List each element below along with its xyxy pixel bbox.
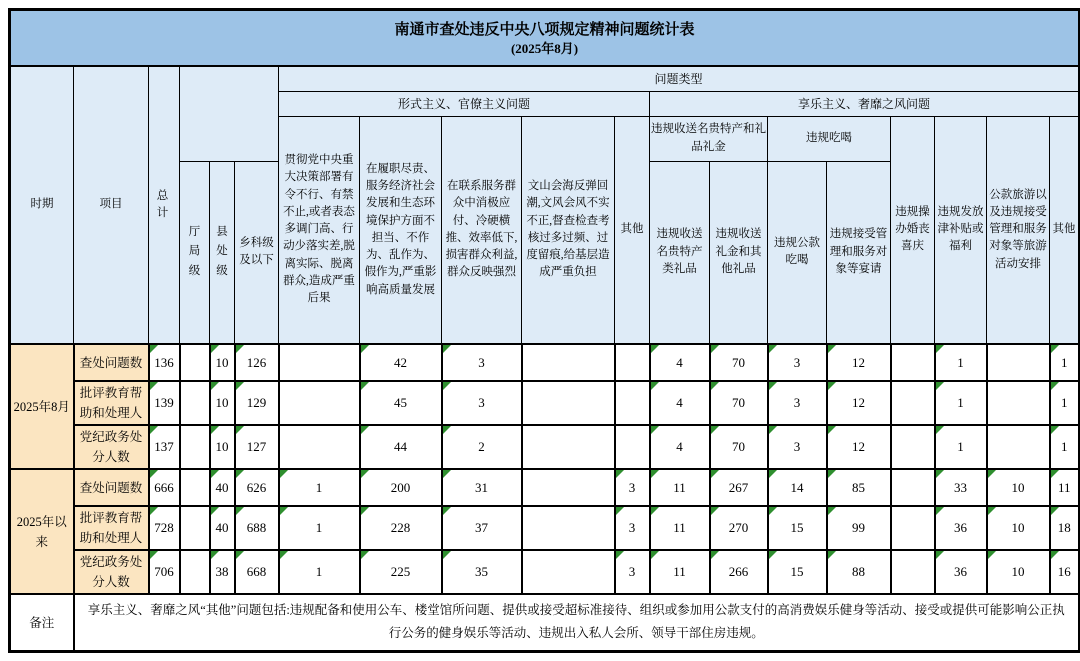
- data-cell: 225: [360, 550, 442, 594]
- data-cell: [180, 506, 210, 550]
- page-subtitle: (2025年8月): [510, 41, 579, 57]
- note-text: 享乐主义、奢靡之风“其他”问题包括:违规配备和使用公车、楼堂馆所问题、提供或接受超标准接待、组织或参加用公款支付的高消费娱乐健身等活动、接受或提供可能影响公正执行公务的健身娱乐等活动、违规出入私人会所、领导干部住房违规。: [74, 594, 1080, 651]
- data-cell: 70: [710, 425, 768, 469]
- data-cell: 3: [768, 425, 827, 469]
- data-cell: [180, 550, 210, 594]
- data-cell: 1: [935, 344, 987, 381]
- data-cell: [987, 344, 1050, 381]
- data-cell: 3: [442, 344, 522, 381]
- data-cell: 4: [650, 344, 710, 381]
- col-header-gift-specialty: 违规收送名贵特产类礼品: [650, 161, 710, 344]
- note-label: 备注: [10, 594, 74, 651]
- data-cell: 16: [1050, 550, 1080, 594]
- statistics-table-page: [8, 8, 1076, 653]
- data-cell: 33: [935, 469, 987, 506]
- data-cell: [891, 506, 935, 550]
- data-cell: 127: [235, 425, 279, 469]
- data-cell: 14: [768, 469, 827, 506]
- data-cell: 15: [768, 506, 827, 550]
- data-cell: 1: [935, 425, 987, 469]
- data-cell: [522, 344, 615, 381]
- data-cell: [615, 425, 650, 469]
- item-label: 查处问题数: [74, 469, 149, 506]
- item-label: 党纪政务处分人数: [74, 425, 149, 469]
- data-cell: 228: [360, 506, 442, 550]
- table-title-bar: [10, 10, 1080, 67]
- item-label: 批评教育帮助和处理人: [74, 506, 149, 550]
- data-cell: 626: [235, 469, 279, 506]
- data-cell: 38: [210, 550, 235, 594]
- data-cell: 10: [210, 381, 235, 425]
- data-cell: 12: [827, 425, 891, 469]
- col-header-level-township: 乡科级及以下: [235, 161, 279, 344]
- data-cell: [891, 381, 935, 425]
- data-cell: [522, 550, 615, 594]
- data-cell: [279, 425, 360, 469]
- data-cell: [279, 381, 360, 425]
- data-cell: 10: [987, 506, 1050, 550]
- statistics-table: [8, 8, 1080, 653]
- item-label: 党纪政务处分人数: [74, 550, 149, 594]
- data-cell: 3: [615, 469, 650, 506]
- data-cell: 10: [987, 469, 1050, 506]
- data-cell: [180, 469, 210, 506]
- data-cell: 70: [710, 381, 768, 425]
- data-cell: 3: [768, 344, 827, 381]
- data-cell: 706: [149, 550, 180, 594]
- data-cell: 18: [1050, 506, 1080, 550]
- col-header-level-dept: 厅局级: [180, 161, 210, 344]
- table-row: [10, 506, 1080, 550]
- data-cell: [522, 425, 615, 469]
- data-cell: [180, 344, 210, 381]
- data-cell: 35: [442, 550, 522, 594]
- col-header-allowances: 违规发放津补贴或福利: [935, 116, 987, 344]
- period-label-ytd: 2025年以来: [10, 469, 74, 594]
- group-header-hedonism: 享乐主义、奢靡之风问题: [650, 91, 1080, 116]
- col-header-problem-type: 问题类型: [279, 66, 1080, 91]
- data-cell: 88: [827, 550, 891, 594]
- data-cell: 99: [827, 506, 891, 550]
- data-cell: 1: [279, 550, 360, 594]
- data-cell: 44: [360, 425, 442, 469]
- level-group-spacer: [180, 66, 279, 161]
- col-header-total: 总计: [149, 66, 180, 344]
- data-cell: 137: [149, 425, 180, 469]
- col-header-formalism-4: 文山会海反弹回潮,文风会风不实不正,督查检查考核过多过频、过度留痕,给基层造成严重负担: [522, 116, 615, 344]
- group-header-dining: 违规吃喝: [768, 116, 891, 161]
- data-cell: [987, 381, 1050, 425]
- data-cell: 1: [1050, 381, 1080, 425]
- data-cell: 11: [650, 506, 710, 550]
- data-cell: 70: [710, 344, 768, 381]
- data-cell: [615, 344, 650, 381]
- col-header-travel: 公款旅游以及违规接受管理和服务对象等旅游活动安排: [987, 116, 1050, 344]
- data-cell: 4: [650, 381, 710, 425]
- page-title: 南通市查处违反中央八项规定精神问题统计表: [394, 20, 695, 38]
- col-header-wedding-funeral: 违规操办婚丧喜庆: [891, 116, 935, 344]
- col-header-gift-money: 违规收送礼金和其他礼品: [710, 161, 768, 344]
- data-cell: 45: [360, 381, 442, 425]
- data-cell: 12: [827, 381, 891, 425]
- data-cell: 15: [768, 550, 827, 594]
- data-cell: 12: [827, 344, 891, 381]
- data-cell: 688: [235, 506, 279, 550]
- col-header-formalism-other: 其他: [615, 116, 650, 344]
- data-cell: 11: [1050, 469, 1080, 506]
- data-cell: 10: [210, 344, 235, 381]
- data-cell: [891, 344, 935, 381]
- data-cell: [891, 469, 935, 506]
- data-cell: [180, 381, 210, 425]
- data-cell: 1: [1050, 425, 1080, 469]
- col-header-dining-banquet: 违规接受管理和服务对象等宴请: [827, 161, 891, 344]
- col-header-formalism-2: 在履职尽责、服务经济社会发展和生态环境保护方面不担当、不作为、乱作为、假作为,严重影响高质量发展: [360, 116, 442, 344]
- data-cell: 10: [987, 550, 1050, 594]
- data-cell: 11: [650, 550, 710, 594]
- data-cell: 126: [235, 344, 279, 381]
- data-cell: 200: [360, 469, 442, 506]
- data-cell: 3: [615, 550, 650, 594]
- data-cell: [522, 469, 615, 506]
- data-cell: 1: [1050, 344, 1080, 381]
- data-cell: 10: [210, 425, 235, 469]
- data-cell: 728: [149, 506, 180, 550]
- data-cell: [891, 550, 935, 594]
- data-cell: 129: [235, 381, 279, 425]
- data-cell: 3: [768, 381, 827, 425]
- data-cell: 1: [279, 469, 360, 506]
- col-header-level-county: 县处级: [210, 161, 235, 344]
- data-cell: 31: [442, 469, 522, 506]
- col-header-hedonism-other: 其他: [1050, 116, 1080, 344]
- data-cell: [279, 344, 360, 381]
- col-header-formalism-1: 贯彻党中央重大决策部署有令不行、有禁不止,或者表态多调门高、行动少落实差,脱离实际、脱离群众,造成严重后果: [279, 116, 360, 344]
- data-cell: 11: [650, 469, 710, 506]
- table-row: [10, 344, 1080, 381]
- table-row: [10, 469, 1080, 506]
- data-cell: [615, 381, 650, 425]
- data-cell: 40: [210, 469, 235, 506]
- data-cell: [891, 425, 935, 469]
- data-cell: 37: [442, 506, 522, 550]
- col-header-item: 项目: [74, 66, 149, 344]
- data-cell: 42: [360, 344, 442, 381]
- data-cell: 4: [650, 425, 710, 469]
- data-cell: 3: [615, 506, 650, 550]
- data-cell: 36: [935, 550, 987, 594]
- group-header-formalism: 形式主义、官僚主义问题: [279, 91, 650, 116]
- table-row: [10, 425, 1080, 469]
- item-label: 批评教育帮助和处理人: [74, 381, 149, 425]
- data-cell: 270: [710, 506, 768, 550]
- col-header-dining-public: 违规公款吃喝: [768, 161, 827, 344]
- data-cell: 1: [935, 381, 987, 425]
- data-cell: 139: [149, 381, 180, 425]
- data-cell: 2: [442, 425, 522, 469]
- table-row: [10, 381, 1080, 425]
- data-cell: 136: [149, 344, 180, 381]
- data-cell: 266: [710, 550, 768, 594]
- data-cell: [987, 425, 1050, 469]
- data-cell: 3: [442, 381, 522, 425]
- period-label-aug: 2025年8月: [10, 344, 74, 469]
- item-label: 查处问题数: [74, 344, 149, 381]
- table-row: [10, 550, 1080, 594]
- data-cell: 36: [935, 506, 987, 550]
- data-cell: 1: [279, 506, 360, 550]
- data-cell: 85: [827, 469, 891, 506]
- data-cell: [522, 381, 615, 425]
- note-row: [10, 594, 1080, 651]
- data-cell: 40: [210, 506, 235, 550]
- data-cell: 267: [710, 469, 768, 506]
- data-cell: [522, 506, 615, 550]
- data-cell: 668: [235, 550, 279, 594]
- group-header-gifts: 违规收送名贵特产和礼品礼金: [650, 116, 768, 161]
- col-header-period: 时期: [10, 66, 74, 344]
- data-cell: [180, 425, 210, 469]
- data-cell: 666: [149, 469, 180, 506]
- col-header-formalism-3: 在联系服务群众中消极应付、冷硬横推、效率低下,损害群众利益,群众反映强烈: [442, 116, 522, 344]
